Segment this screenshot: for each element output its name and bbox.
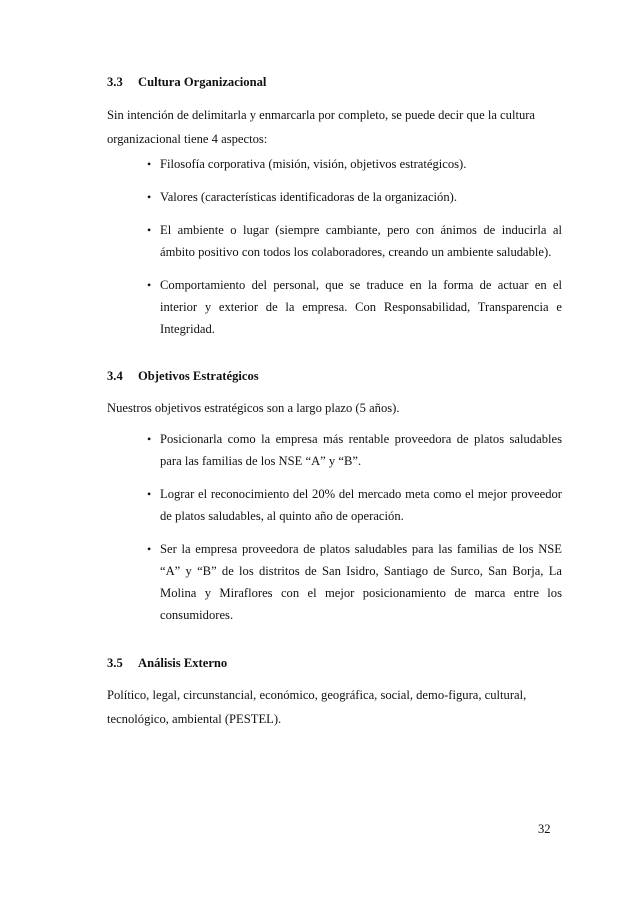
section-number: 3.4 [107,369,123,383]
list-item: • Lograr el reconocimiento del 20% del mercado meta como el mejor proveedor de platos saludables, al quinto año de operación. [160,483,562,527]
section-number: 3.5 [107,656,123,670]
section-title: Objetivos Estratégicos [138,369,259,383]
list-item: • Ser la empresa proveedora de platos saludables para las familias de los NSE “A” y “B” de los distritos de San Isidro, Santiago de Surco, San Borja, La Molina y Miraflores con el mejor posicionamiento de marca entre los consumidores. [160,538,562,626]
section-intro: Sin intención de delimitarla y enmarcarla por completo, se puede decir que la cultura organizacional tiene 4 aspectos: [107,108,536,146]
list-item: • El ambiente o lugar (siempre cambiante, pero con ánimos de inducirla al ámbito positivo con todos los colaboradores, creando un ambiente saludable). [160,219,562,263]
section-title: Análisis Externo [138,656,228,670]
list-item: • Filosofía corporativa (misión, visión, objetivos estratégicos). [160,153,562,175]
page-number: 32 [538,822,551,836]
section-heading-3-5 [107,656,227,671]
section-number: 3.3 [107,75,123,89]
list-item: • Comportamiento del personal, que se traduce en la forma de actuar en el interior y exterior de la empresa. Con Responsabilidad, Transparencia e Integridad. [160,274,562,340]
section-heading-3-3 [107,75,266,90]
bullet-list [160,428,562,626]
section-title: Cultura Organizacional [138,75,267,89]
section-intro: Nuestros objetivos estratégicos son a largo plazo (5 años). [107,401,400,415]
list-item: • Posicionarla como la empresa más rentable proveedora de platos saludables para las familias de los NSE “A” y “B”. [160,428,562,472]
list-item: • Valores (características identificadoras de la organización). [160,186,562,208]
bullet-list [160,153,562,340]
section-intro: Político, legal, circunstancial, económico, geográfica, social, demo-figura, cultural, tecnológico, ambiental (PESTEL). [107,688,527,726]
section-heading-3-4 [107,369,259,384]
